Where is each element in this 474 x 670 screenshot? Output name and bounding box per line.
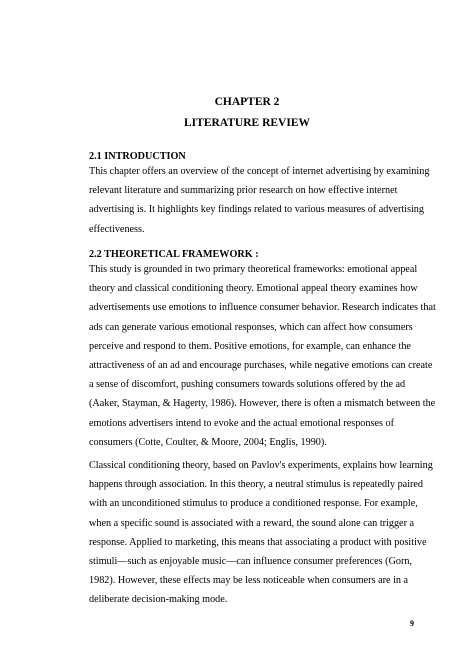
text-line: with an unconditioned stimulus to produce a conditioned response. For example, bbox=[89, 498, 418, 510]
text-line: relevant literature and summarizing prior research on how effective internet bbox=[89, 185, 398, 197]
text-line: stimuli—such as enjoyable music—can influence consumer preferences (Gorn, bbox=[89, 555, 413, 567]
text-line: effectiveness. bbox=[89, 223, 145, 235]
text-line: advertisements use emotions to influence consumer behavior. Research indicates that bbox=[89, 302, 436, 314]
text-line: attractiveness of an ad and encourage purchases, while negative emotions can create bbox=[89, 359, 433, 371]
text-line: This study is grounded in two primary theoretical frameworks: emotional appeal bbox=[89, 264, 418, 275]
text-line: happens through association. In this theory, a neutral stimulus is repeatedly paired bbox=[89, 479, 424, 491]
chapter-title: LITERATURE REVIEW bbox=[184, 117, 310, 129]
page-number: 9 bbox=[410, 619, 414, 628]
text-line: emotions advertisers intend to evoke and the actual emotional responses of bbox=[89, 417, 394, 429]
section-heading-introduction: 2.1 INTRODUCTION bbox=[89, 151, 186, 162]
text-line: (Aaker, Stayman, & Hagerty, 1986). However, there is often a mismatch between the bbox=[89, 398, 436, 410]
text-line: a sense of discomfort, pushing consumers towards solutions offered by the ad bbox=[89, 379, 406, 391]
chapter-number: CHAPTER 2 bbox=[214, 96, 280, 108]
text-line: Classical conditioning theory, based on Pavlov's experiments, explains how learning bbox=[89, 460, 433, 471]
text-line: when a specific sound is associated with a reward, the sound alone can trigger a bbox=[89, 517, 415, 529]
text-line: theory and classical conditioning theory. Emotional appeal theory examines how bbox=[89, 283, 418, 295]
text-line: deliberate decision-making mode. bbox=[89, 594, 228, 606]
text-line: consumers (Cotte, Coulter, & Moore, 2004; Englis, 1990). bbox=[89, 436, 327, 448]
section-heading-theoretical-framework: 2.2 THEORETICAL FRAMEWORK : bbox=[89, 249, 259, 260]
text-line: perceive and respond to them. Positive emotions, for example, can enhance the bbox=[89, 340, 411, 352]
paragraph-introduction bbox=[89, 165, 430, 242]
paragraph-classical-conditioning bbox=[89, 459, 433, 613]
text-line: 1982). However, these effects may be less noticeable when consumers are in a bbox=[89, 575, 409, 587]
text-line: This chapter offers an overview of the concept of internet advertising by examining bbox=[89, 166, 430, 177]
text-line: ads can generate various emotional responses, which can affect how consumers bbox=[89, 321, 413, 333]
text-line: advertising is. It highlights key findings related to various measures of advertising bbox=[89, 204, 424, 216]
paragraph-emotional-appeal bbox=[89, 263, 436, 455]
text-line: response. Applied to marketing, this means that associating a product with positive bbox=[89, 536, 427, 548]
